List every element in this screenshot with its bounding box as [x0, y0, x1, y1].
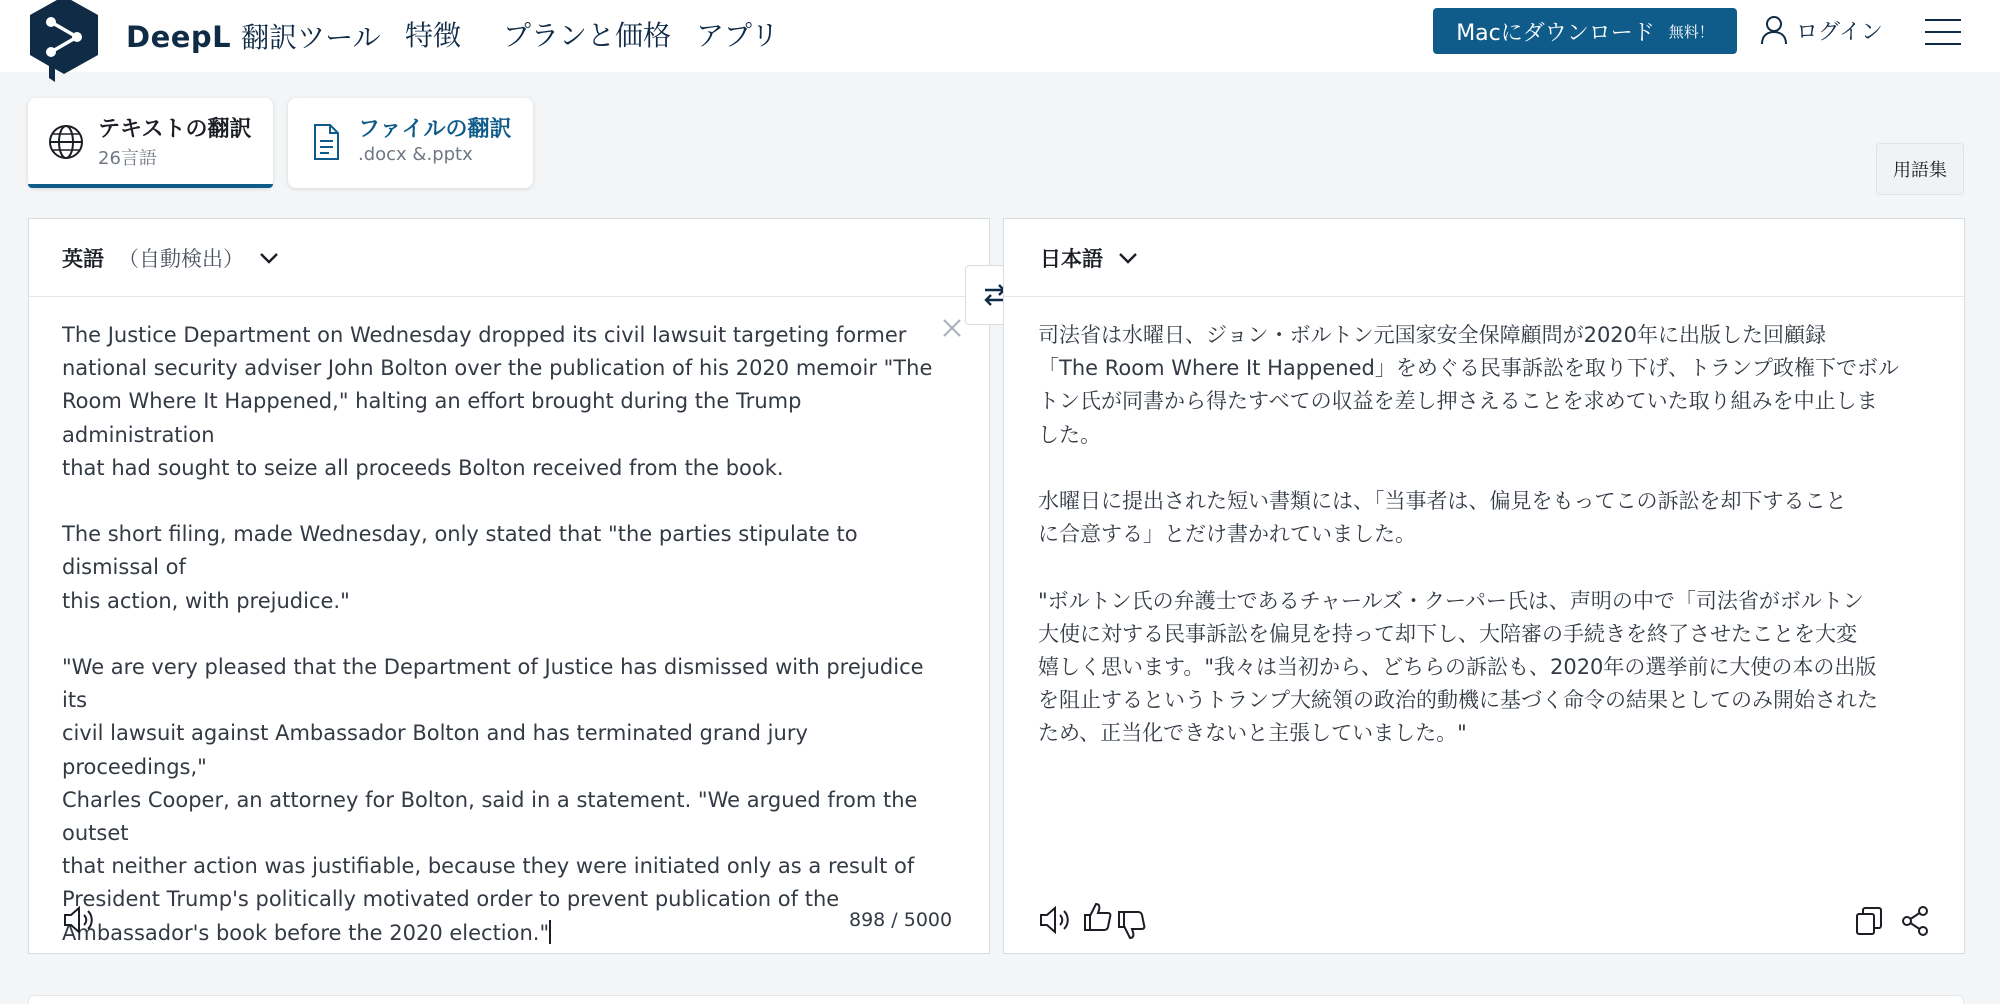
nav-features[interactable]: 特徴	[405, 19, 462, 52]
source-language-detect: （自動検出）	[118, 247, 244, 271]
source-speaker-icon[interactable]	[62, 905, 96, 935]
thumbs-down-icon[interactable]	[1116, 909, 1148, 941]
chevron-down-icon	[1115, 245, 1141, 271]
download-label: Macにダウンロード	[1456, 20, 1655, 46]
tab-text-translation[interactable]	[28, 98, 273, 188]
chevron-down-icon	[256, 245, 282, 271]
document-icon	[306, 122, 346, 162]
share-icon[interactable]	[1900, 905, 1930, 937]
source-text: The Justice Department on Wednesday dropped its civil lawsuit targeting former national security adviser John Bolton over the publication of his 2020 memoir "The Room Where It Happened," halting an effort brought during the Trump administration that had sought to seize all proceeds Bolton received from the book. The short filing, made Wednesday, only stated that "the parties stipulate to dismissal of this action, with prejudice." "We are very pleased that the Department of Justice has dismissed with prejudice its civil lawsuit against Ambassador Bolton and has terminated grand jury proceedings," Charles Cooper, an attorney for Bolton, said in a statement. "We argued from the outset that neither action was justifiable, because they were initiated only as a result of President Trump's politically motivated order to prevent publication of the Ambassador's book before the 2020 election."	[62, 323, 933, 945]
character-count: 898 / 5000	[849, 909, 953, 931]
login-label: ログイン	[1796, 19, 1883, 45]
target-language-name: 日本語	[1040, 247, 1103, 271]
tab-file-title: ファイルの翻訳	[358, 117, 512, 142]
brand-name: DeepL	[126, 20, 232, 54]
top-header	[0, 0, 2000, 72]
globe-icon	[46, 122, 86, 162]
clear-text-icon[interactable]	[939, 315, 965, 341]
target-speaker-icon[interactable]	[1038, 905, 1072, 935]
tab-file-translation[interactable]	[288, 98, 533, 188]
login-link[interactable]	[1760, 10, 1883, 50]
target-panel	[1003, 218, 1965, 954]
thumbs-up-icon[interactable]	[1082, 901, 1114, 933]
text-cursor	[549, 920, 551, 944]
nav-pricing[interactable]: プランと価格	[503, 19, 672, 52]
source-language-name: 英語	[62, 247, 104, 271]
user-icon	[1760, 15, 1788, 45]
download-mac-button[interactable]	[1433, 8, 1737, 54]
source-language-select[interactable]	[62, 241, 282, 275]
brand-subtitle: 翻訳ツール	[241, 21, 381, 54]
tab-file-subtitle: .docx &.pptx	[358, 144, 473, 165]
glossary-button[interactable]: 用語集	[1876, 143, 1964, 195]
deepl-logo-icon[interactable]	[27, 0, 101, 84]
below-fold-card	[28, 995, 1964, 1004]
hamburger-menu-icon[interactable]	[1925, 17, 1961, 47]
translated-text[interactable]: 司法省は水曜日、ジョン・ボルトン元国家安全保障顧問が2020年に出版した回顧録 「The Room Where It Happened」をめぐる民事訴訟を取り下げ、トランプ政権下でボル トン氏が同書から得たすべての収益を差し押さえることを求めていた取り組みを中止しま した。 水曜日に提出された短い書類には、「当事者は、偏見をもってこの訴訟を却下すること に合意する」とだけ書かれていました。 "ボルトン氏の弁護士であるチャールズ・クーパー氏は、声明の中で「司法省がボルトン 大使に対する民事訴訟を偏見を持って却下し、大陪審の手続きを終了させたことを大変 嬉しく思います。"我々は当初から、どちらの訴訟も、2020年の選挙前に大使の本の出版 を阻止するというトランプ大統領の政治的動機に基づく命令の結果としてのみ開始された ため、正当化できないと主張していました。"	[1038, 323, 1900, 746]
source-panel	[28, 218, 990, 954]
target-panel-header	[1004, 219, 1964, 297]
source-panel-header	[29, 219, 989, 297]
brand[interactable]	[126, 16, 381, 56]
target-language-select[interactable]	[1040, 241, 1141, 275]
nav-apps[interactable]: アプリ	[696, 19, 779, 52]
tab-text-title: テキストの翻訳	[98, 117, 252, 142]
download-free-label: 無料！	[1668, 22, 1714, 41]
tab-text-subtitle: 26言語	[98, 148, 157, 169]
source-text-input[interactable]	[62, 319, 942, 950]
copy-icon[interactable]	[1854, 905, 1884, 937]
